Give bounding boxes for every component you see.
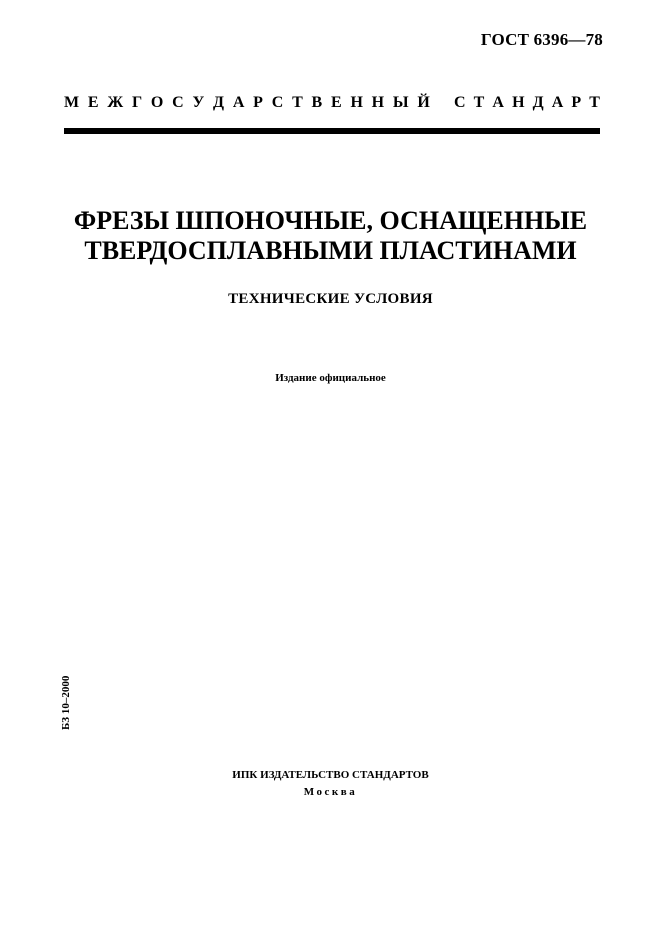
edition-label: Издание официальное	[275, 372, 386, 384]
heading-letter: Т	[589, 94, 600, 111]
heading-letter: А	[492, 94, 504, 111]
standard-word	[454, 94, 600, 112]
publisher-name: ИПК ИЗДАТЕЛЬСТВО СТАНДАРТОВ	[232, 769, 429, 781]
heading-letter: Н	[371, 94, 385, 111]
heading-letter: Р	[571, 94, 582, 111]
heading-letter: А	[551, 94, 564, 111]
header-rule	[64, 128, 600, 134]
title-line-1: ФРЕЗЫ ШПОНОЧНЫЕ, ОСНАЩЕННЫЕ	[73, 206, 588, 235]
heading-letter: Е	[330, 94, 342, 111]
heading-letter: А	[232, 94, 245, 111]
heading-letter: Й	[417, 94, 430, 111]
interstate-word	[64, 94, 430, 112]
heading-letter: Н	[350, 94, 363, 111]
publisher-city: Москва	[303, 786, 358, 798]
heading-letter: М	[64, 94, 80, 111]
heading-letter: Р	[253, 94, 263, 111]
heading-letter: С	[271, 94, 284, 111]
side-code: БЗ 10–2000	[60, 675, 72, 730]
heading-letter: О	[150, 94, 164, 111]
heading-letter: У	[192, 94, 205, 111]
heading-letter: В	[311, 94, 323, 111]
title-line-2: ТВЕРДОСПЛАВНЫМИ ПЛАСТИНАМИ	[84, 236, 577, 265]
document-subtitle: ТЕХНИЧЕСКИЕ УСЛОВИЯ	[228, 291, 433, 307]
interstate-standard-heading	[64, 94, 600, 112]
heading-letter: Д	[532, 94, 544, 111]
heading-letter: Г	[131, 94, 143, 111]
document-code: ГОСТ 6396—78	[480, 30, 603, 49]
document-title	[0, 206, 661, 266]
heading-letter: Ж	[107, 94, 124, 111]
heading-letter: С	[454, 94, 466, 111]
heading-letter: Т	[473, 94, 485, 111]
heading-letter: Н	[512, 94, 525, 111]
heading-letter: Д	[213, 94, 225, 111]
heading-letter: Ы	[392, 94, 409, 111]
heading-letter: Е	[87, 94, 99, 111]
heading-letter: С	[172, 94, 184, 111]
heading-letter: Т	[292, 94, 303, 111]
